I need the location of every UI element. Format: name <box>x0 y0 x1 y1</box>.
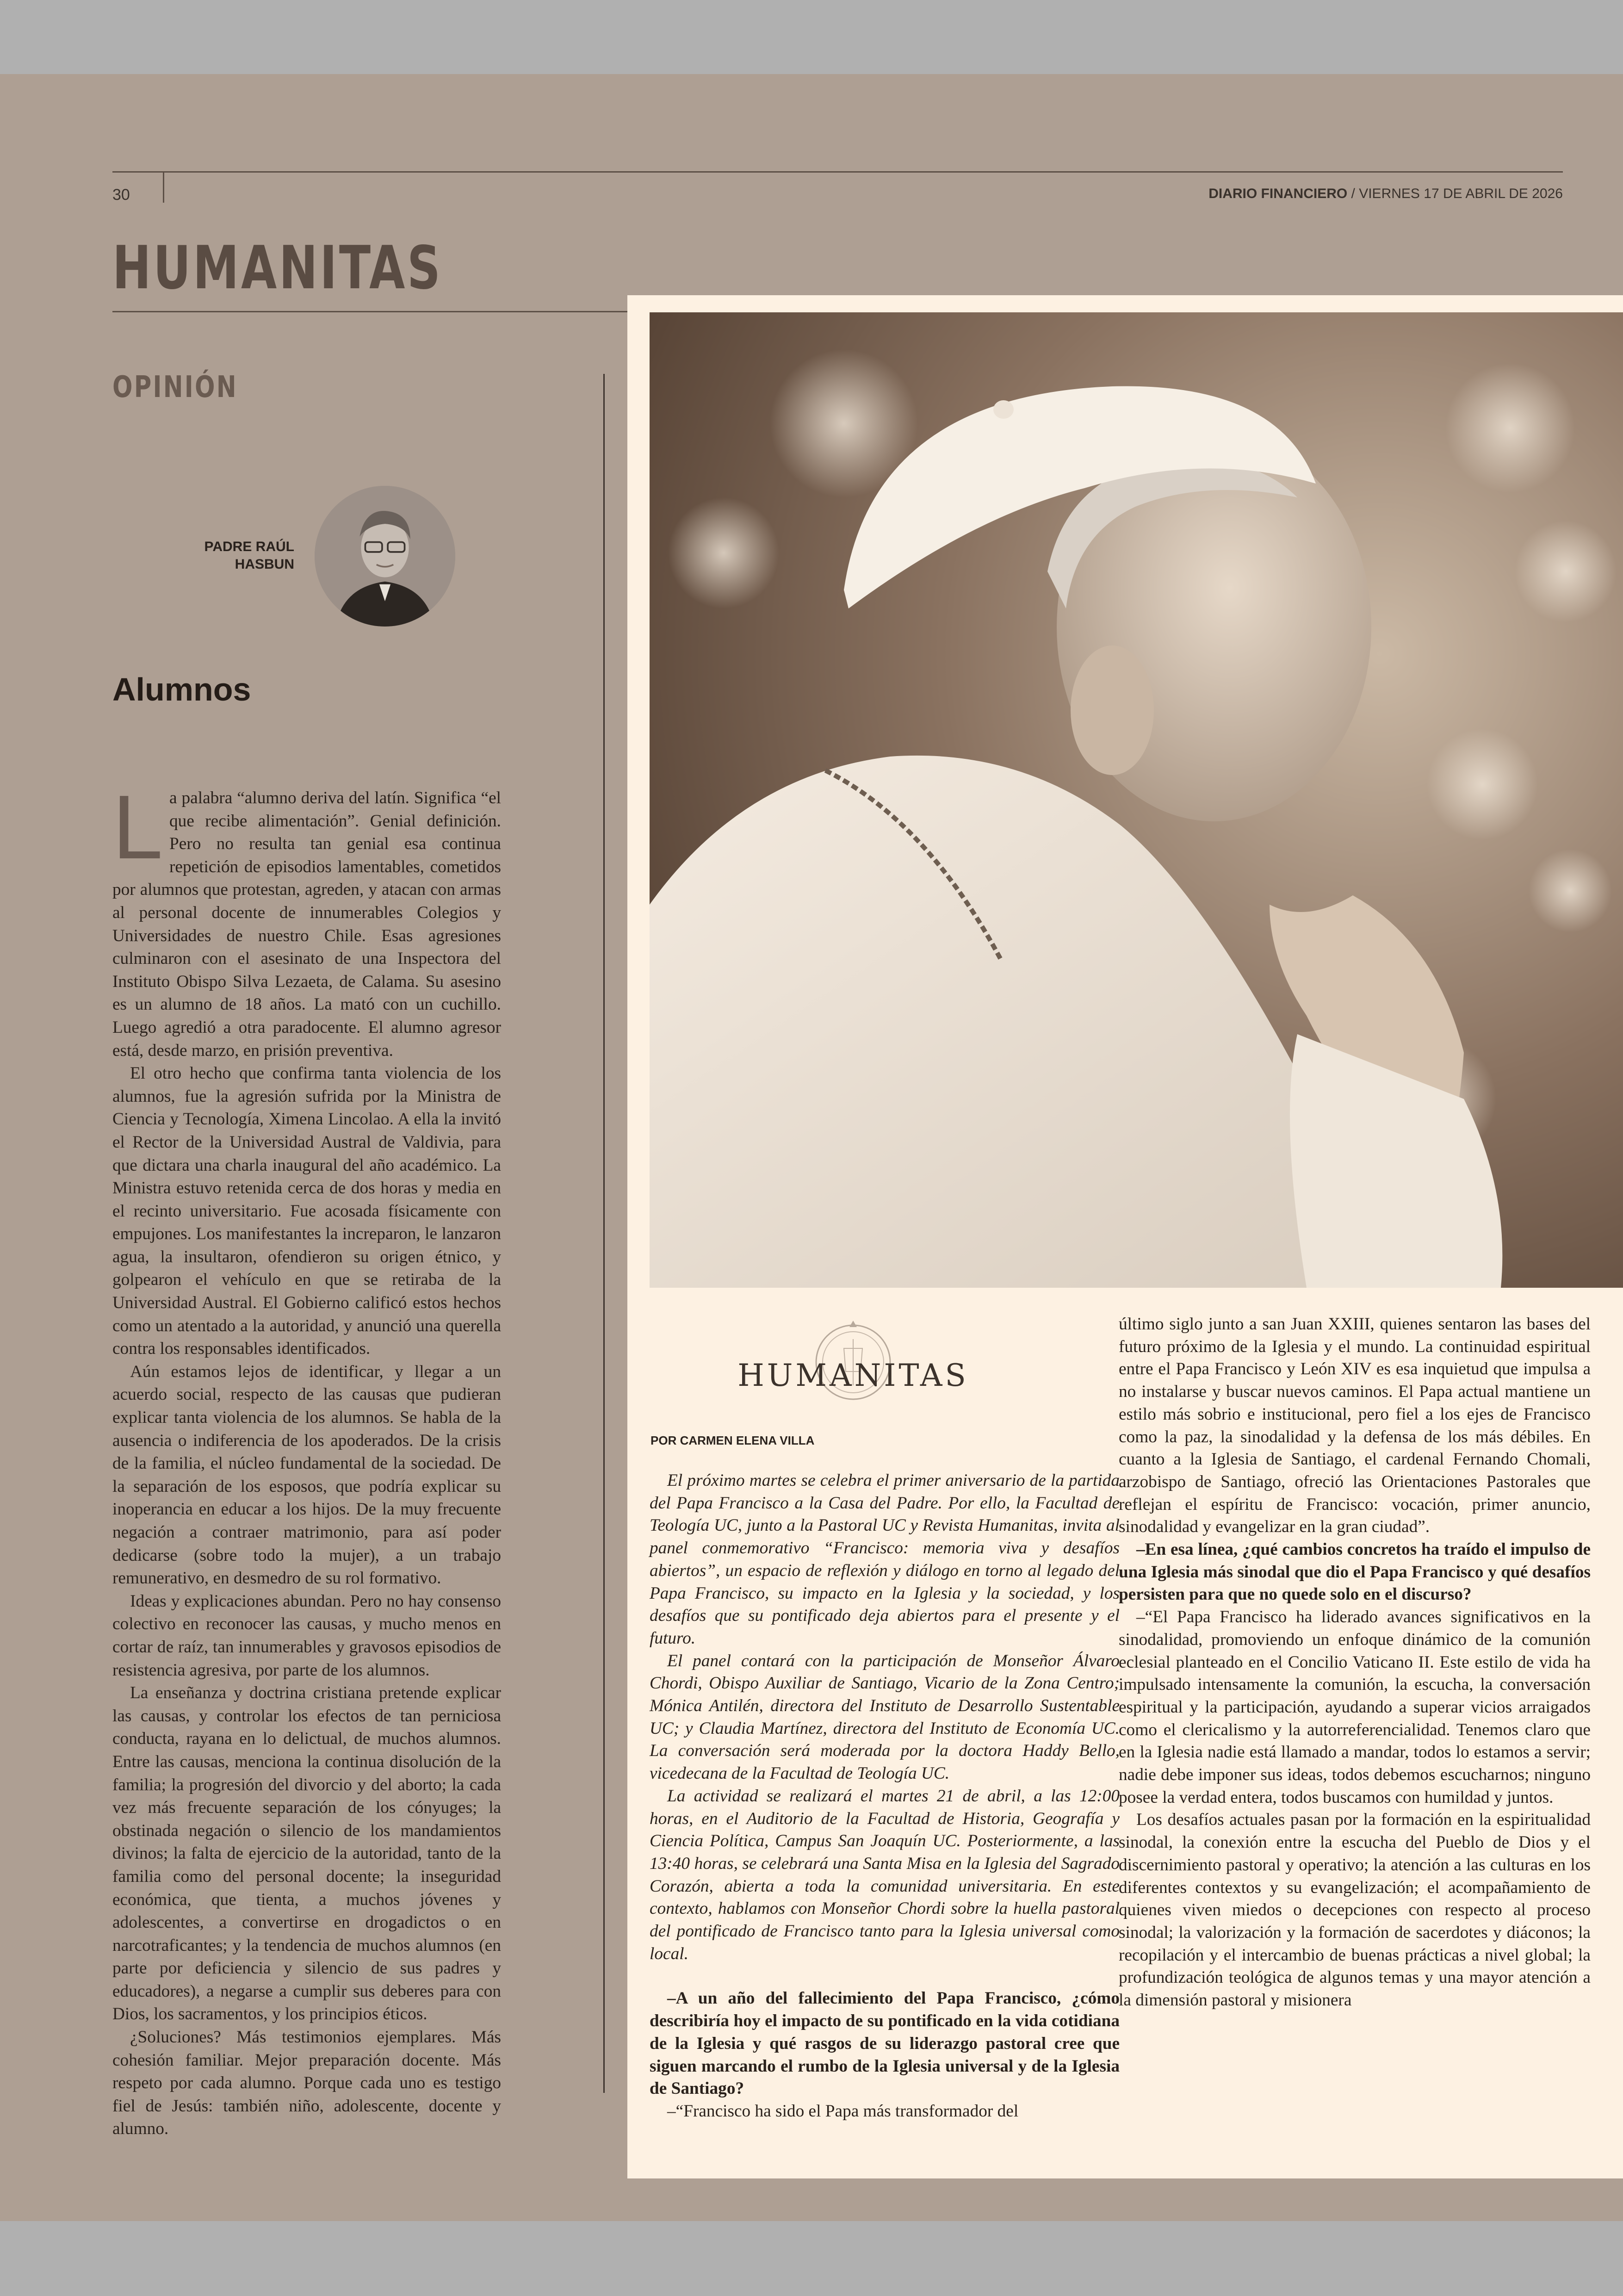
opinion-paragraph-text: a palabra “alumno deriva del latín. Significa “el que recibe alimentación”. Genial definición. Pero no resulta tan genial esa continua repetición de episodios lamentables, cometidos por alumnos que protestan, agreden, y atacan con armas al personal docente de innumerables Colegios y Universidades de nuestro Chile. Esas agresiones culminaron con el asesinato de una Inspectora del Instituto Obispo Silva Lezaeta, de Calama. Su asesino es un alumno de 18 años. La mató con un cuchillo. Luego agredió a otra paradocente. El alumno agresor está, desde marzo, en prisión preventiva. <box>112 788 501 1060</box>
pope-photo-graphic <box>650 312 1623 1288</box>
spacer <box>650 1965 1120 1987</box>
publication-date: / VIERNES 17 DE ABRIL DE 2026 <box>1351 186 1563 201</box>
feature-column-2 <box>1119 1313 1591 2012</box>
section-title: HUMANITAS <box>112 234 443 303</box>
humanitas-logo-text: HUMANITAS <box>737 1358 969 1393</box>
author-portrait-graphic <box>315 486 455 627</box>
opinion-body <box>112 776 501 2141</box>
header-rule <box>112 171 1563 173</box>
feature-column-1 <box>650 1470 1120 2123</box>
humanitas-logo <box>733 1311 973 1427</box>
opinion-label: OPINIÓN <box>112 370 238 404</box>
masthead <box>1208 186 1563 202</box>
opinion-paragraph: Ideas y explicaciones abundan. Pero no hay consenso colectivo en reconocer las causas, y mucho menos en cortar de raíz, tan innumerables y gravosos episodios de resistencia agresiva, por parte de los alumnos. <box>112 1591 501 1680</box>
newspaper-page <box>0 74 1623 2221</box>
interview-answer: –“Francisco ha sido el Papa más transformador del <box>667 2101 1019 2121</box>
intro-paragraph: La actividad se realizará el martes 21 de abril, a las 12:00 horas, en el Auditorio de la Facultad de Historia, Geografía y Ciencia Política, Campus San Joaquín UC. Posteriormente, a las 13:40 horas, se celebrará una Santa Misa en la Iglesia del Sagrado Corazón, abierta a toda la comunidad universitaria. En este contexto, hablamos con Monseñor Chordi sobre la huella pastoral del pontificado de Francisco tanto para la Iglesia universal como local. <box>650 1786 1120 1963</box>
interview-answer: Los desafíos actuales pasan por la formación en la espiritualidad sinodal, la conexión entre la escucha del Pueblo de Dios y el discernimiento pastoral y operativo; la atención a las culturas en los diferentes contextos y su evangelización; el acompañamiento de quienes viven miedos o decepciones con respecto al proceso sinodal; la valorización y la formación de sacerdotes y diáconos; la recopilación y el intercambio de buenas prácticas a nivel global; la profundización teológica de algunos temas y una mayor atención a la dimensión pastoral y misionera <box>1119 1810 1591 2010</box>
opinion-paragraph: La enseñanza y doctrina cristiana pretende explicar las causas, y controlar los efectos de tan perniciosa conducta, rayana en lo delictual, de muchos alumnos. Entre las causas, menciona la continua disolución de la familia; la progresión del divorcio y del aborto; la cada vez más frecuente separación de los cónyuges; la obstinada negación o silencio de los mandamientos divinos; la falta de ejercicio de la autoridad, tanto de la familia como del personal docente; la inseguridad económica, que tienta, a muchos jóvenes y adolescentes, a convertirse en drogadictos o en narcotraficantes; y la tendencia de muchos alumnos (en parte por deficiencia y silencio de sus padres y educadores), a negarse a cumplir sus deberes para con Dios, los sacramentos, y los principios éticos. <box>112 1683 501 2024</box>
interview-answer: –“El Papa Francisco ha liderado avances significativos en la sinodalidad, promoviendo un enfoque dinámico de la comunión eclesial planteado en el Concilio Vaticano II. Este estilo de vida ha impulsado intensamente la comunión, la escucha, la conversación espiritual y la participación, ayudando a superar vicios arraigados como el clericalismo y la autorreferencialidad. Tenemos claro que en la Iglesia nadie está llamado a mandar, todos lo estamos a servir; nadie debe imponer sus ideas, todos debemos escucharnos; ninguno posee la verdad entera, todos buscamos con humildad y juntos. <box>1119 1607 1591 1807</box>
author-photo <box>315 486 455 627</box>
intro-paragraph: El panel contará con la participación de Monseñor Álvaro Chordi, Obispo Auxiliar de Santiago, Vicario de la Zona Centro; Mónica Antilén, directora del Instituto de Desarrollo Sustentable UC; y Claudia Martínez, directora del Instituto de Economía UC. La conversación será moderada por la doctora Haddy Bello, vicedecana de la Facultad de Teología UC. <box>650 1651 1120 1783</box>
feature-article <box>627 295 1623 2178</box>
intro-paragraph: El próximo martes se celebra el primer aniversario de la partida del Papa Francisco a la Casa del Padre. Por ello, la Facultad de Teología UC, junto a la Pastoral UC y Revista Humanitas, invita al panel conmemorativo “Francisco: memoria viva y desafíos abiertos”, un espacio de reflexión y diálogo en torno al legado del Papa Francisco, su impacto en la Iglesia y la sociedad, y los desafíos que su pontificado deja abiertos para el presente y el futuro. <box>650 1471 1120 1648</box>
byline: POR CARMEN ELENA VILLA <box>650 1433 815 1447</box>
column-divider <box>603 374 605 2093</box>
pope-photo <box>650 312 1623 1288</box>
interview-answer-continued: último siglo junto a san Juan XXIII, quienes sentaron las bases del futuro próximo de la Iglesia y el mundo. La continuidad espiritual entre el Papa Francisco y León XIV es esa inquietud que impulsa a no instalarse y buscar nuevos caminos. El Papa actual mantiene un estilo más sobrio e institucional, pero fiel a los ejes de Francisco como la paz, la sinodalidad y la defensa de los más débiles. En cuanto a la Iglesia de Santiago, el cardenal Fernando Chomali, arzobispo de Santiago, ofreció las Orientaciones Pastorales que reflejan el espíritu de Francisco: vocación, primer anuncio, sinodalidad y evangelizar en la gran ciudad”. <box>1119 1315 1591 1537</box>
author-name-line1: PADRE RAÚL <box>204 539 294 554</box>
interview-question: –A un año del fallecimiento del Papa Francisco, ¿cómo describiría hoy el impacto de su pontificado en la vida cotidiana de la Iglesia y qué rasgos de su liderazgo pastoral cree que siguen marcando el rumbo de la Iglesia universal y de la Iglesia de Santiago? <box>650 1989 1120 2098</box>
opinion-paragraph: Aún estamos lejos de identificar, y llegar a un acuerdo social, respecto de las causas que pudieran explicar tanta violencia de los alumnos. Se habla de la ausencia o indiferencia de los apoderados. De la crisis de la familia, el núcleo fundamental de la sociedad. De la separación de los esposos, que podría explicar su inoperancia en educar a los hijos. De la muy frecuente negación a contraer matrimonio, para así poder dedicarse (sobre todo la mujer), a un trabajo remunerativo, en desmedro de su rol formativo. <box>112 1362 501 1588</box>
opinion-paragraph: ¿Soluciones? Más testimonios ejemplares. Más cohesión familiar. Mejor preparación docente. Más respeto por cada alumno. Porque cada uno es testigo fiel de Jesús: también niño, adolescente, docente y alumno. <box>112 2028 501 2139</box>
page-number: 30 <box>112 186 130 204</box>
drop-cap: L <box>112 776 163 878</box>
opinion-paragraph <box>112 776 501 1062</box>
interview-question: –En esa línea, ¿qué cambios concretos ha traído el impulso de una Iglesia más sinodal que dio el Papa Francisco y qué desafíos persisten para que no quede solo en el discurso? <box>1119 1540 1591 1604</box>
opinion-paragraph: El otro hecho que confirma tanta violencia de los alumnos, fue la agresión sufrida por la Ministra de Ciencia y Tecnología, Ximena Lincolao. A ella la invitó el Rector de la Universidad Austral de Valdivia, para que dictara una charla inaugural del año académico. La Ministra estuvo retenida cerca de dos horas y media en el recinto universitario. Fue acosada físicamente con empujones. Los manifestantes la increparon, le lanzaron agua, la insultaron, ofendieron su origen étnico, y golpearon el vehículo en que se retiraba de la Universidad Austral. El Gobierno calificó estos hechos como un atentado a la autoridad, y anunció una querella contra los responsables identificados. <box>112 1064 501 1359</box>
author-name <box>139 538 294 573</box>
author-name-line2: HASBUN <box>235 557 294 572</box>
page-number-divider <box>163 172 164 203</box>
publication-name: DIARIO FINANCIERO <box>1208 186 1348 201</box>
opinion-title: Alumnos <box>112 671 251 707</box>
